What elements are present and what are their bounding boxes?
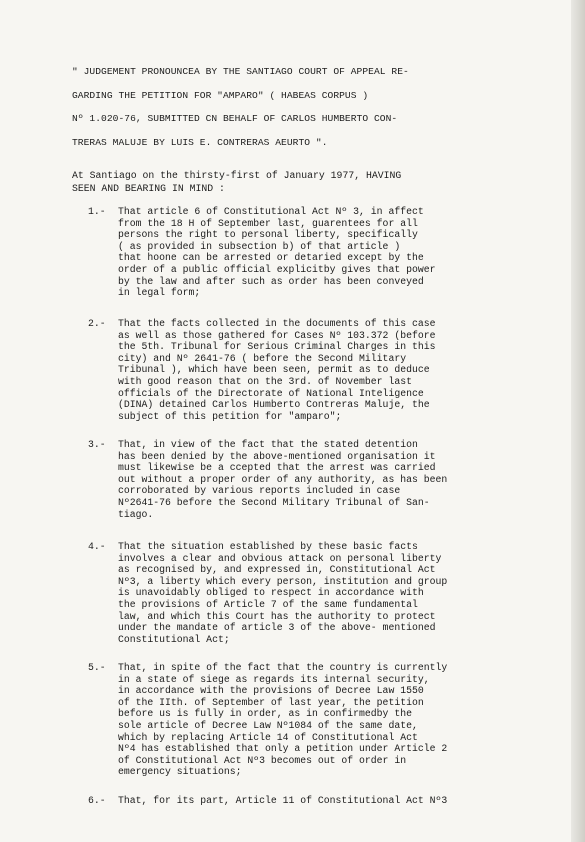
- paragraph-line: of Constitutional Act Nº3 becomes out of order in: [118, 754, 407, 766]
- paragraph-line: in a state of siege as regards its internal security,: [118, 673, 430, 685]
- paragraph-line: That, in view of the fact that the stated detention: [118, 439, 418, 450]
- paragraph-line: involves a clear and obvious attack on personal liberty: [118, 552, 442, 564]
- paragraph-line: from the 18 H of September last, guarentees for all: [118, 217, 418, 229]
- paragraph-line: the provisions of Article 7 of the same fundamental: [118, 598, 418, 610]
- paragraph-number: 6.-: [88, 795, 106, 806]
- paragraph-line: subject of this petition for "amparo";: [118, 410, 342, 422]
- paragraph-line: That article 6 of Constitutional Act Nº 3, in affect: [118, 206, 424, 217]
- intro-line: At Santiago on the thirsty-first of January 1977, HAVING: [72, 170, 402, 181]
- paragraph-line: Nº2641-76 before the Second Military Tribunal of San-: [118, 496, 430, 508]
- paragraph-line: tiago.: [118, 508, 154, 520]
- paragraph-line: in accordance with the provisions of Decree Law 1550: [118, 685, 424, 697]
- paragraph-line: that hoone can be arrested or detaried except by the: [118, 252, 424, 264]
- paragraph-line: as recognised by, and expressed in, Constitutional Act: [118, 564, 436, 576]
- heading-line: Nº 1.020-76, SUBMITTED CN BEHALF OF CARLOS HUMBERTO CON-: [72, 113, 398, 124]
- paragraph-line: order of a public official explicitby gives that power: [118, 263, 436, 275]
- paragraph-line: Constitutional Act;: [118, 633, 230, 645]
- paragraph-line: out without a proper order of any authority, as has been: [118, 473, 448, 485]
- paragraph-number: 3.-: [88, 439, 106, 450]
- paragraph-line: persons the right to personal liberty, specifically: [118, 229, 418, 241]
- paragraph-line: That the facts collected in the documents of this case: [118, 318, 436, 329]
- heading-line: GARDING THE PETITION FOR "AMPARO" ( HABEAS CORPUS ): [72, 89, 369, 101]
- paragraph-number: 1.-: [88, 206, 106, 217]
- paragraph-line: city) and Nº 2641-76 ( before the Second Military: [118, 352, 407, 364]
- intro-line: SEEN AND BEARING IN MIND :: [72, 182, 225, 194]
- paragraph-line: before us is fully in order, as in confirmedby the: [118, 708, 412, 720]
- paragraph-line: emergency situations;: [118, 766, 242, 778]
- paragraph-number: 2.-: [88, 318, 106, 329]
- intro-paragraph: [72, 170, 542, 195]
- paragraph-line: with good reason that on the 3rd. of November last: [118, 375, 412, 387]
- paragraph-line: of the IIth. of September of last year, the petition: [118, 696, 424, 708]
- paragraph-line: corroborated by various reports included in case: [118, 485, 401, 497]
- heading-line: TRERAS MALUJE BY LUIS E. CONTRERAS AEURTO ".: [72, 136, 328, 148]
- paragraph-line: in legal form;: [118, 287, 201, 299]
- paragraph-line: Nº4 has established that only a petition under Article 2: [118, 743, 448, 755]
- paragraph-line: which by replacing Article 14 of Constitutional Act: [118, 731, 418, 743]
- paragraph-line: Nº3, a liberty which every person, institution and group: [118, 575, 448, 587]
- paragraph-line: ( as provided in subsection b) of that article ): [118, 240, 401, 252]
- paragraph-line: That the situation established by these basic facts: [118, 541, 418, 552]
- paragraph-line: as well as those gathered for Cases Nº 103.372 (before: [118, 329, 436, 341]
- paragraph-line: That, in spite of the fact that the country is currently: [118, 662, 448, 673]
- paragraph-line: is unavoidably obliged to respect in accordance with: [118, 587, 424, 599]
- paragraph-line: (DINA) detained Carlos Humberto Contreras Maluje, the: [118, 399, 430, 411]
- paragraph-line: law, and which this Court has the authority to protect: [118, 610, 436, 622]
- paragraph-line: under the mandate of article 3 of the above- mentioned: [118, 622, 436, 634]
- paragraph-line: Tribunal ), which have been seen, permit as to deduce: [118, 364, 430, 376]
- paragraph-number: 5.-: [88, 662, 106, 673]
- paragraph-line: That, for its part, Article 11 of Constitutional Act Nº3: [118, 795, 448, 806]
- paragraph-line: the 5th. Tribunal for Serious Criminal Charges in this: [118, 341, 436, 353]
- page-edge-shadow: [571, 0, 585, 842]
- paragraph-line: must likewise be a ccepted that the arrest was carried: [118, 462, 436, 474]
- paragraph-line: sole article of Decree Law Nº1084 of the same date,: [118, 719, 418, 731]
- heading-line: " JUDGEMENT PRONOUNCEA BY THE SANTIAGO COURT OF APPEAL RE-: [72, 66, 409, 77]
- paragraph-line: by the law and after such as order has been conveyed: [118, 275, 424, 287]
- paragraph-line: has been denied by the above-mentioned organisation it: [118, 450, 436, 462]
- document-heading: [72, 60, 542, 154]
- paragraph-number: 4.-: [88, 541, 106, 552]
- paragraph-line: officials of the Directorate of National Inteligence: [118, 387, 424, 399]
